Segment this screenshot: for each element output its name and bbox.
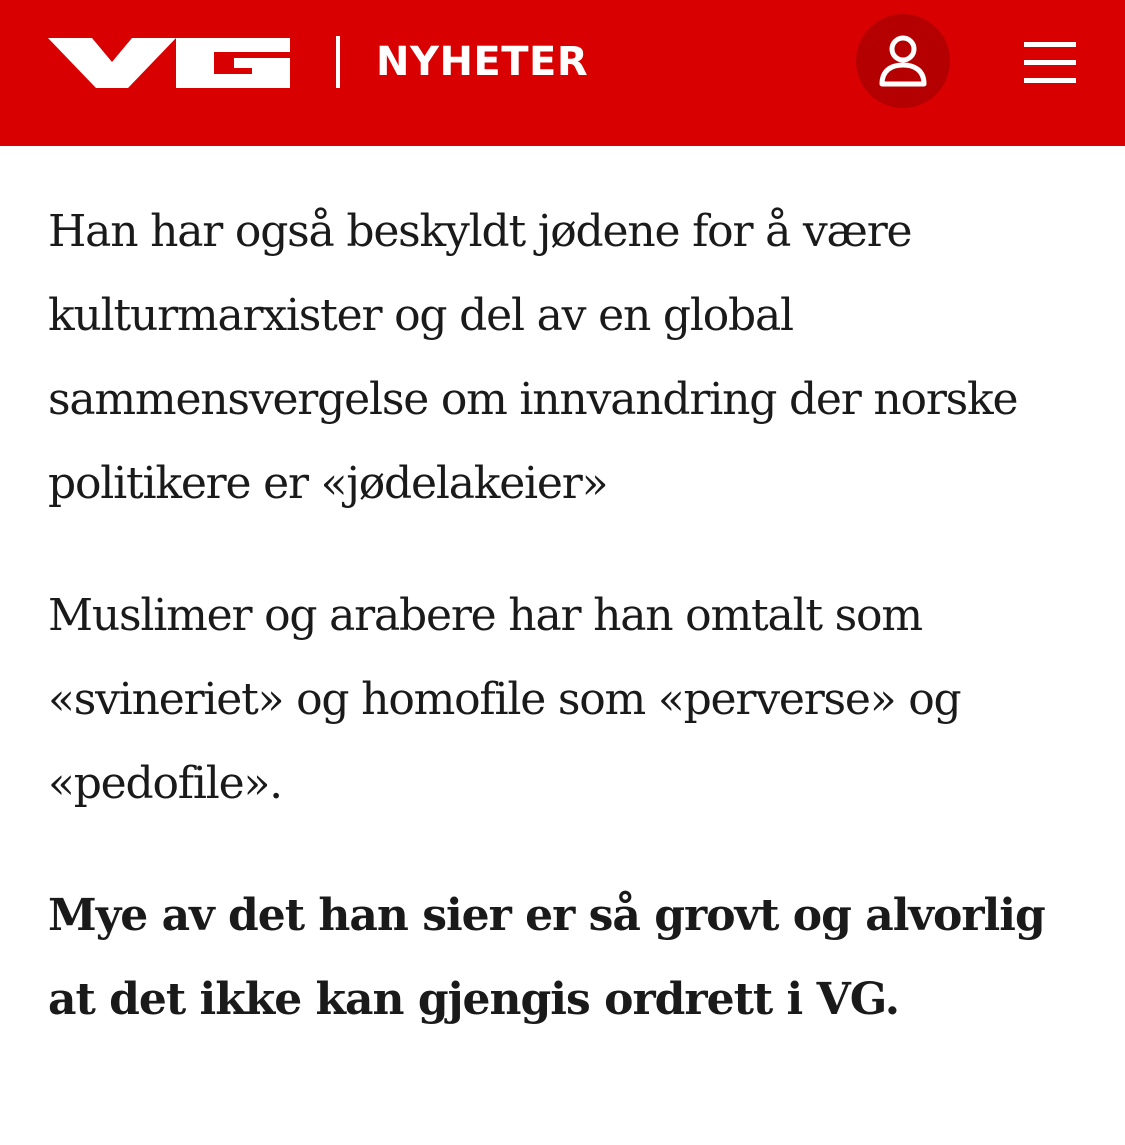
top-header: [0, 0, 1125, 146]
user-button[interactable]: [856, 14, 950, 108]
user-icon: [878, 34, 928, 88]
header-divider: [336, 36, 340, 88]
article-paragraph: Han har også beskyldt jødene for å være kulturmarxister og del av en global sammensvergelse om innvandring der norske politikere er «jødelakeier»: [48, 206, 1018, 509]
article-paragraph-bold: Mye av det han sier er så grovt og alvorlig at det ikke kan gjengis ordrett i VG.: [48, 890, 1045, 1025]
vg-logo[interactable]: [48, 38, 290, 88]
article-paragraph: Muslimer og arabere har han omtalt som «svineriet» og homofile som «perverse» og «pedofile».: [48, 590, 961, 809]
article-body: [48, 190, 1098, 1090]
hamburger-menu-icon: [1024, 42, 1076, 84]
section-title[interactable]: NYHETER: [376, 39, 589, 85]
menu-button[interactable]: [1014, 38, 1086, 88]
